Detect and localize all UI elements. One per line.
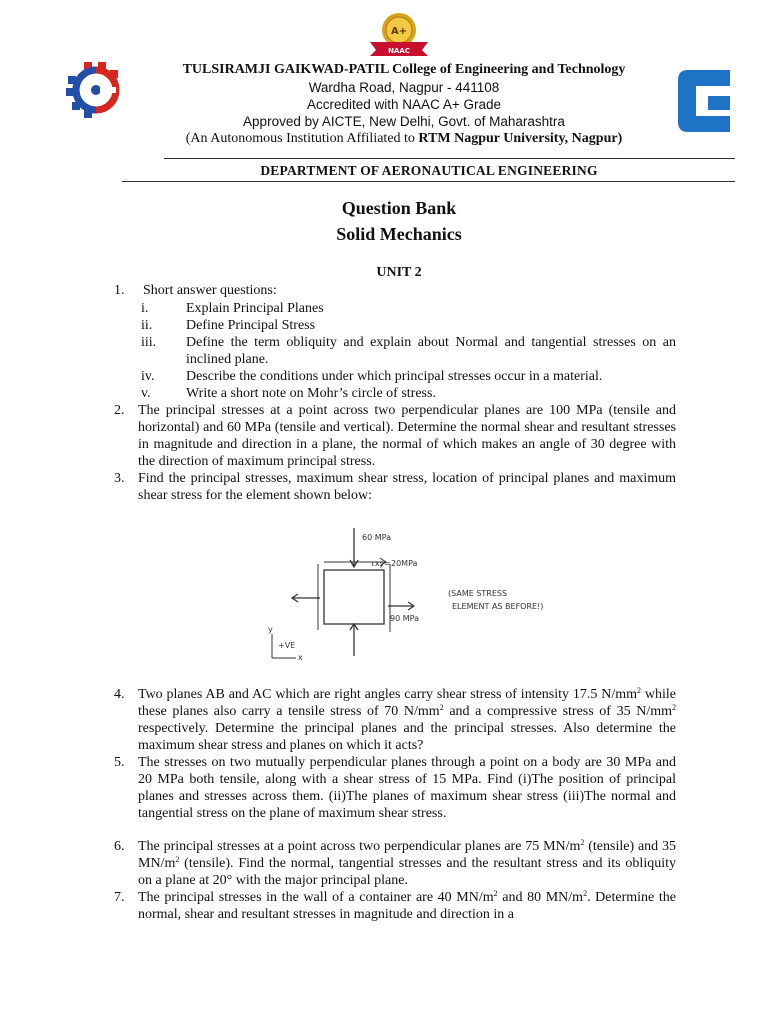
autonomy-line xyxy=(120,130,688,147)
question-number: 5. xyxy=(114,755,125,770)
svg-text:A+: A+ xyxy=(390,26,408,37)
question-text xyxy=(138,889,676,923)
question-number: 6. xyxy=(114,839,125,854)
sub-question-text: Define Principal Stress xyxy=(186,318,316,333)
sub-question-number: ii. xyxy=(141,318,153,333)
autonomy-university: RTM Nagpur University, Nagpur) xyxy=(418,131,623,146)
superscript: 2 xyxy=(583,889,588,898)
question-text-part: respectively. Determine the principal planes and the principal stresses. Also determine the maximum shear stress and planes on which it acts? xyxy=(138,721,676,753)
question-number: 2. xyxy=(114,403,125,418)
question-number: 4. xyxy=(114,687,125,702)
top-load-label: 60 MPa xyxy=(362,533,391,542)
question-text: Find the principal stresses, maximum shear stress, location of principal planes and maximum shear stress for the element shown below: xyxy=(138,471,676,503)
superscript: 2 xyxy=(637,686,642,695)
figure-note-line2: ELEMENT AS BEFORE!) xyxy=(452,602,544,611)
question-number: 3. xyxy=(114,471,125,486)
sub-question-text: Write a short note on Mohr’s circle of stress. xyxy=(186,386,436,401)
question-text-part: The principal stresses at a point across two perpendicular planes are 75 MN/m xyxy=(138,839,581,854)
superscript: 2 xyxy=(439,703,444,712)
question-text: The stresses on two mutually perpendicular planes through a point on a body are 30 MPa and 20 MPa both tensile, along with a shear stress of 15 MPa. Find (i)The position of principal planes and stresses across them. (ii)The planes of maximum shear stress (iii)The normal and tangential stress on the plane of maximum shear stress. xyxy=(138,755,676,821)
question-text xyxy=(138,838,676,889)
sub-question-number: iv. xyxy=(141,369,155,384)
question-number: 7. xyxy=(114,890,125,905)
accreditation-line: Accredited with NAAC A+ Grade xyxy=(307,97,501,112)
department-name: DEPARTMENT OF AERONAUTICAL ENGINEERING xyxy=(260,163,598,178)
question-text-part: while these planes also carry a tensile stress of 70 N/mm xyxy=(138,687,676,719)
college-name: TULSIRAMJI GAIKWAD-PATIL College of Engineering and Technology xyxy=(182,62,626,77)
question-text-part: . Determine the normal, shear and resultant stresses in magnitude and direction in a xyxy=(138,890,676,922)
figure-note-line1: (SAME STRESS xyxy=(448,589,508,598)
svg-text:NAAC: NAAC xyxy=(388,47,410,55)
axis-x-label: x xyxy=(298,653,303,662)
sub-question-text: Explain Principal Planes xyxy=(186,301,324,316)
header-rule-bottom xyxy=(122,181,735,182)
naac-badge-logo xyxy=(366,10,432,60)
axis-y-label: y xyxy=(268,625,273,634)
superscript: 2 xyxy=(580,838,585,847)
college-gear-logo xyxy=(62,58,126,122)
question-text-part: (tensile) and 35 MN/m xyxy=(138,839,676,871)
question-text: Short answer questions: xyxy=(143,283,277,298)
superscript: 2 xyxy=(175,855,180,864)
superscript: 2 xyxy=(671,703,676,712)
subject-title: Solid Mechanics xyxy=(336,224,462,244)
approval-line: Approved by AICTE, New Delhi, Govt. of Maharashtra xyxy=(243,114,565,129)
header-rule-top xyxy=(164,158,735,159)
sub-question-text: Describe the conditions under which principal stresses occur in a material. xyxy=(186,369,603,384)
axis-sign-label: +VE xyxy=(278,641,296,650)
question-number: 1. xyxy=(114,283,125,298)
question-text-part: Two planes AB and AC which are right angles carry shear stress of intensity 17.5 N/mm xyxy=(138,687,638,702)
superscript: 2 xyxy=(493,889,498,898)
sub-question-number: iii. xyxy=(141,335,157,350)
right-load-label: 90 MPa xyxy=(390,614,419,623)
document-title: Question Bank xyxy=(341,198,457,218)
unit-heading: UNIT 2 xyxy=(376,265,422,280)
stress-element-figure xyxy=(262,520,592,668)
college-address: Wardha Road, Nagpur - 441108 xyxy=(308,80,500,95)
question-text-part: (tensile). Find the normal, tangential stresses and the resultant stress and its obliquity on a plane at 20° with the major principal plane. xyxy=(138,856,676,888)
sub-question-text: Define the term obliquity and explain about Normal and tangential stresses on an inclined plane. xyxy=(186,335,676,367)
question-text-part: The principal stresses in the wall of a container are 40 MN/m xyxy=(138,890,494,905)
sub-question-number: v. xyxy=(141,386,151,401)
shear-stress-label: τxy=20MPa xyxy=(370,559,418,568)
question-text-part: and 80 MN/m xyxy=(497,890,584,905)
question-text xyxy=(138,686,676,754)
sub-question-number: i. xyxy=(141,301,149,316)
question-text: The principal stresses at a point across two perpendicular planes are 100 MPa (tensile and horizontal) and 60 MPa (tensile and vertical). Determine the normal shear and resultant stresses in magnitude and direction in a plane, the normal of which makes an angle of 30 degree with the direction of maximum principal stress. xyxy=(138,403,676,469)
question-text-part: and a compressive stress of 35 N/mm xyxy=(443,704,672,719)
autonomy-prefix: (An Autonomous Institution Affiliated to xyxy=(185,131,419,146)
